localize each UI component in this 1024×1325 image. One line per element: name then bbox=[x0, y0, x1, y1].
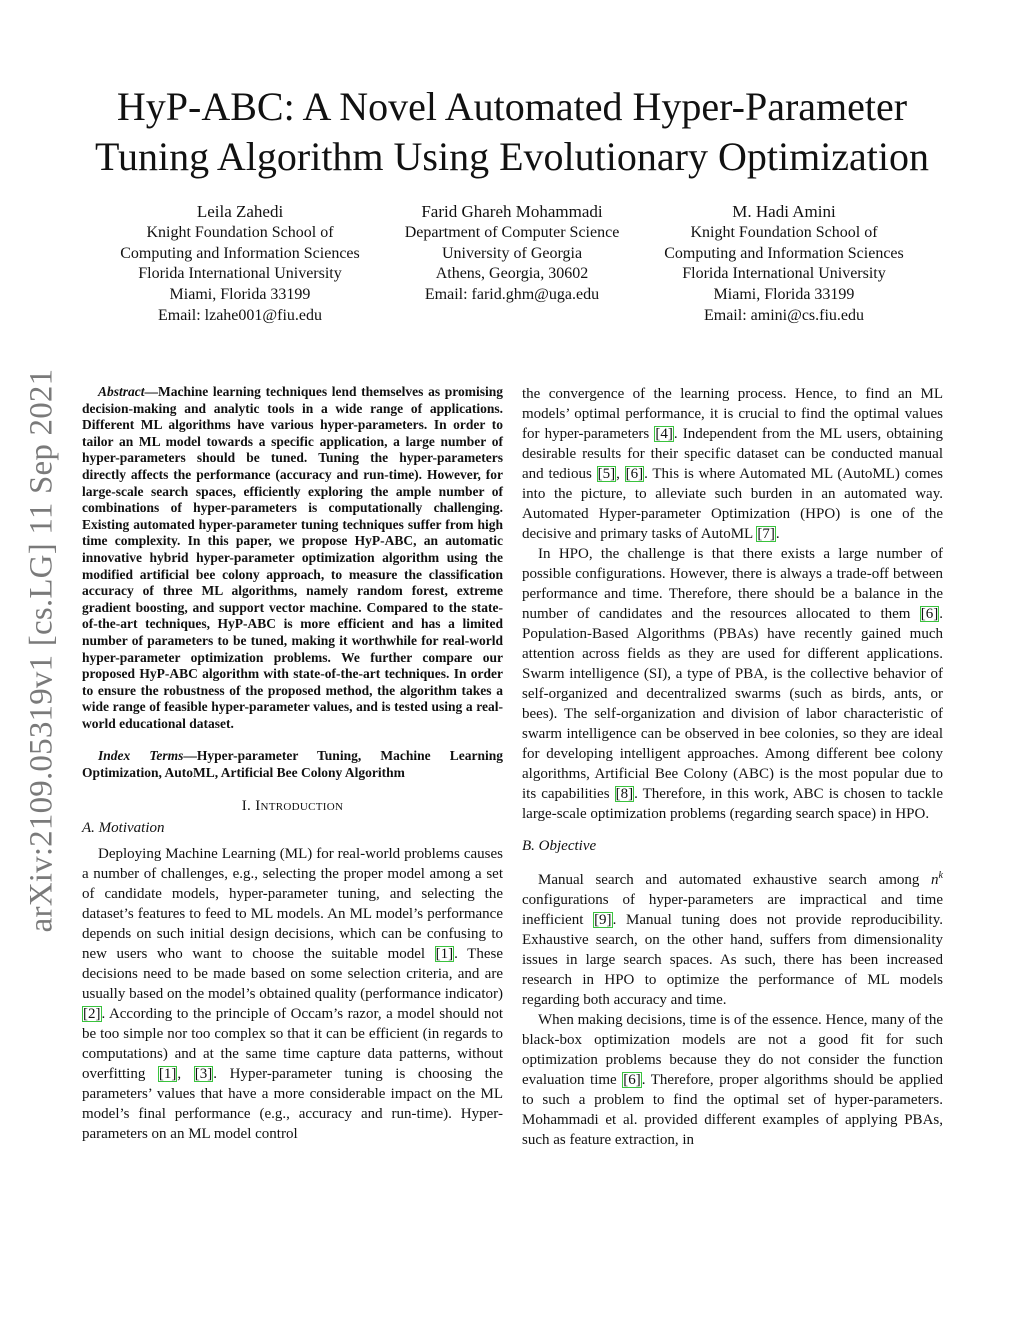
author-3 bbox=[648, 201, 920, 327]
author-affiliation-line: University of Georgia bbox=[441, 244, 583, 262]
paragraph-text: . Hyper-parameter tuning is choosing the parameters’ values that have a more considerable impact on the ML model’s final performance (e.g., accuracy and run-time). Hyper-parameters on an ML model control bbox=[82, 1065, 503, 1142]
author-affiliation-line: Knight Foundation School of bbox=[690, 224, 878, 241]
citation-link[interactable]: [6] bbox=[920, 606, 939, 622]
math-expression bbox=[931, 872, 943, 888]
hpo-paragraph bbox=[522, 544, 943, 824]
right-column bbox=[522, 384, 943, 1150]
abstract-label: Abstract bbox=[98, 384, 145, 399]
abstract bbox=[82, 384, 503, 732]
motivation-paragraph bbox=[82, 844, 503, 1144]
citation-link[interactable]: [7] bbox=[757, 526, 775, 542]
citation-link[interactable]: [5] bbox=[597, 466, 616, 482]
citation-link[interactable]: [6] bbox=[625, 466, 644, 482]
author-email: Email: farid.ghm@uga.edu bbox=[424, 286, 600, 304]
paragraph-text: Manual search and automated exhaustive search among bbox=[538, 872, 932, 888]
subsection-heading-motivation: A. Motivation bbox=[82, 819, 165, 836]
index-terms-text: —Hyper-parameter Tuning, Machine Learning Optimization, AutoML, Artificial Bee Colony Algorithm bbox=[82, 748, 503, 781]
paragraph-text: . Independent from the ML users, obtaining desirable results for their specific dataset can be conducted manual and tedious bbox=[522, 426, 943, 482]
author-2 bbox=[376, 201, 648, 306]
math-exponent: k bbox=[938, 870, 943, 881]
author-affiliation-line: Florida International University bbox=[138, 265, 342, 283]
citation-link[interactable]: [1] bbox=[435, 945, 454, 962]
author-email: Email: lzahe001@fiu.edu bbox=[157, 306, 322, 324]
paragraph-text: . These decisions need to be made based on some selection criteria, and are usually based on the model’s obtained quality (performance indicator) bbox=[82, 945, 503, 1002]
title-line-2: Tuning Algorithm Using Evolutionary Optimization bbox=[94, 134, 930, 179]
author-email: Email: amini@cs.fiu.edu bbox=[703, 306, 865, 324]
citation-link[interactable]: [8] bbox=[615, 786, 634, 802]
section-number: I. bbox=[241, 797, 252, 814]
citation-link[interactable]: [9] bbox=[594, 912, 612, 928]
index-terms bbox=[82, 748, 503, 781]
paragraph-text: . Population-Based Algorithms (PBAs) have recently gained much attention across fields as they are used for different applications. Swarm intelligence (SI), a type of PBA, is the collective behavior of self-organized and decentralized swarms (such as birds, ants, or bees). The self-organization and division of labor characteristic of swarm intelligence can be observed in bee colonies, so they are ideal for developing intelligent approaches. Among different bee colony algorithms, Artificial Bee Colony (ABC) is the most popular due to its capabilities bbox=[522, 606, 943, 802]
citation-link[interactable]: [1] bbox=[158, 1065, 177, 1082]
paper-title bbox=[60, 82, 964, 182]
paragraph-text: . According to the principle of Occam’s razor, a model should not be too simple nor too complex so that it can be efficient (in regards to computations) and at the same time capture data patterns, without overfitting bbox=[82, 1005, 503, 1082]
paragraph-text: . Manual tuning does not provide reproducibility. Exhaustive search, on the other hand, suffers from dimensionality issues in large search spaces. As such, there has been increased research in HPO to optimize the performance of ML models regarding both accuracy and time. bbox=[522, 912, 943, 1008]
paragraph-text: When making decisions, time is of the essence. Hence, many of the black-box optimization models are not a good fit for such optimization problems because they do not consider the function evaluation time bbox=[522, 1012, 943, 1088]
author-affiliation-line: Department of Computer Science bbox=[404, 224, 620, 241]
author-affiliation-line: Computing and Information Sciences bbox=[120, 244, 360, 262]
citation-link[interactable]: [2] bbox=[83, 1005, 101, 1022]
paragraph-text: . Therefore, proper algorithms should be applied to such a problem to find the optimal set of hyper-parameters. Mohammadi et al. provided different examples of applying PBAs, such as feature extraction, in bbox=[522, 1072, 943, 1148]
citation-link[interactable]: [3] bbox=[194, 1065, 213, 1082]
paragraph-text: configurations of hyper-parameters are impractical and time inefficient bbox=[522, 892, 943, 928]
paragraph-text: . bbox=[775, 526, 780, 542]
author-name: Farid Ghareh Mohammadi bbox=[421, 202, 603, 221]
index-terms-label: Index Terms bbox=[98, 748, 184, 764]
arxiv-identifier bbox=[14, 355, 70, 945]
left-column bbox=[82, 384, 503, 1144]
paragraph-text: the convergence of the learning process. Hence, to find an ML models’ optimal performance, it is crucial to find the optimal values for hyper-parameters bbox=[522, 386, 943, 442]
author-1 bbox=[104, 201, 376, 327]
section-title: Introduction bbox=[255, 797, 344, 814]
author-name: M. Hadi Amini bbox=[732, 202, 836, 221]
objective-paragraph-2 bbox=[522, 1010, 943, 1150]
subsection-heading-objective: B. Objective bbox=[522, 838, 597, 854]
citation-link[interactable]: [6] bbox=[623, 1072, 641, 1088]
abstract-text: —Machine learning techniques lend themselves as promising decision-making and analytic tools in a wide range of applications. Different ML algorithms have various hyper-parameters. In order to tailor an ML model towards a specific application, a large number of hyper-parameters should be tuned. Tuning the hyper-parameters directly affects the performance (accuracy and run-time). However, for large-scale search spaces, efficiently exploring the ample number of combinations of hyper-parameters is computationally challenging. Existing automated hyper-parameter tuning techniques suffer from high time complexity. In this paper, we propose HyP-ABC, an automatic innovative hybrid hyper-parameter optimization algorithm using the modified artificial bee colony approach, to measure the classification accuracy of three ML algorithms, namely random forest, extreme gradient boosting, and support vector machine. Compared to the state-of-the-art techniques, HyP-ABC is more efficient and has a limited number of parameters to be tuned, making it worthwhile for real-world hyper-parameter optimization problems. We further compare our proposed HyP-ABC algorithm with state-of-the-art techniques. In order to ensure the robustness of the proposed method, the algorithm takes a wide range of feasible hyper-parameter values, and is tested using a real-world educational dataset. bbox=[82, 384, 503, 731]
author-affiliation-line: Miami, Florida 33199 bbox=[713, 286, 855, 304]
objective-paragraph-1 bbox=[522, 866, 943, 1010]
paragraph-text: , bbox=[616, 466, 625, 482]
author-affiliation-line: Florida International University bbox=[682, 265, 886, 283]
author-affiliation-line: Computing and Information Sciences bbox=[664, 244, 904, 262]
author-affiliation-line: Miami, Florida 33199 bbox=[169, 286, 311, 304]
math-base: n bbox=[931, 872, 939, 888]
paragraph-text: , bbox=[177, 1065, 194, 1082]
paragraph-text: Deploying Machine Learning (ML) for real-world problems causes a number of challenges, e.g., selecting the proper model among a set of candidate models, hyper-parameter tuning, and selecting the dataset’s features to feed to ML models. An ML model’s performance depends on such initial design decisions, which can be confusing to new users who want to choose the suitable model bbox=[82, 845, 503, 962]
author-name: Leila Zahedi bbox=[196, 202, 284, 221]
paragraph-text: . Therefore, in this work, ABC is chosen to tackle large-scale optimization problems (regarding search space) in HPO. bbox=[522, 786, 943, 822]
intro-paragraph-continued bbox=[522, 384, 943, 544]
arxiv-identifier-text: arXiv:2109.05319v1 [cs.LG] 11 Sep 2021 bbox=[23, 368, 60, 932]
author-affiliation-line: Athens, Georgia, 30602 bbox=[435, 265, 589, 283]
author-affiliation-line: Knight Foundation School of bbox=[146, 224, 334, 241]
citation-link[interactable]: [4] bbox=[655, 426, 673, 442]
paragraph-text: In HPO, the challenge is that there exists a large number of possible configurations. However, there is always a trade-off between performance and time. Therefore, there should be a balance in the number of candidates and the resources allocated to them bbox=[522, 546, 943, 622]
section-heading-introduction bbox=[82, 796, 503, 816]
paragraph-text: . This is where Automated ML (AutoML) comes into the picture, to alleviate such burden in an automated way. Automated Hyper-parameter Optimization (HPO) is one of the decisive and primary tasks of AutoML bbox=[522, 466, 944, 542]
title-line-1: HyP-ABC: A Novel Automated Hyper-Parameter bbox=[116, 84, 908, 129]
